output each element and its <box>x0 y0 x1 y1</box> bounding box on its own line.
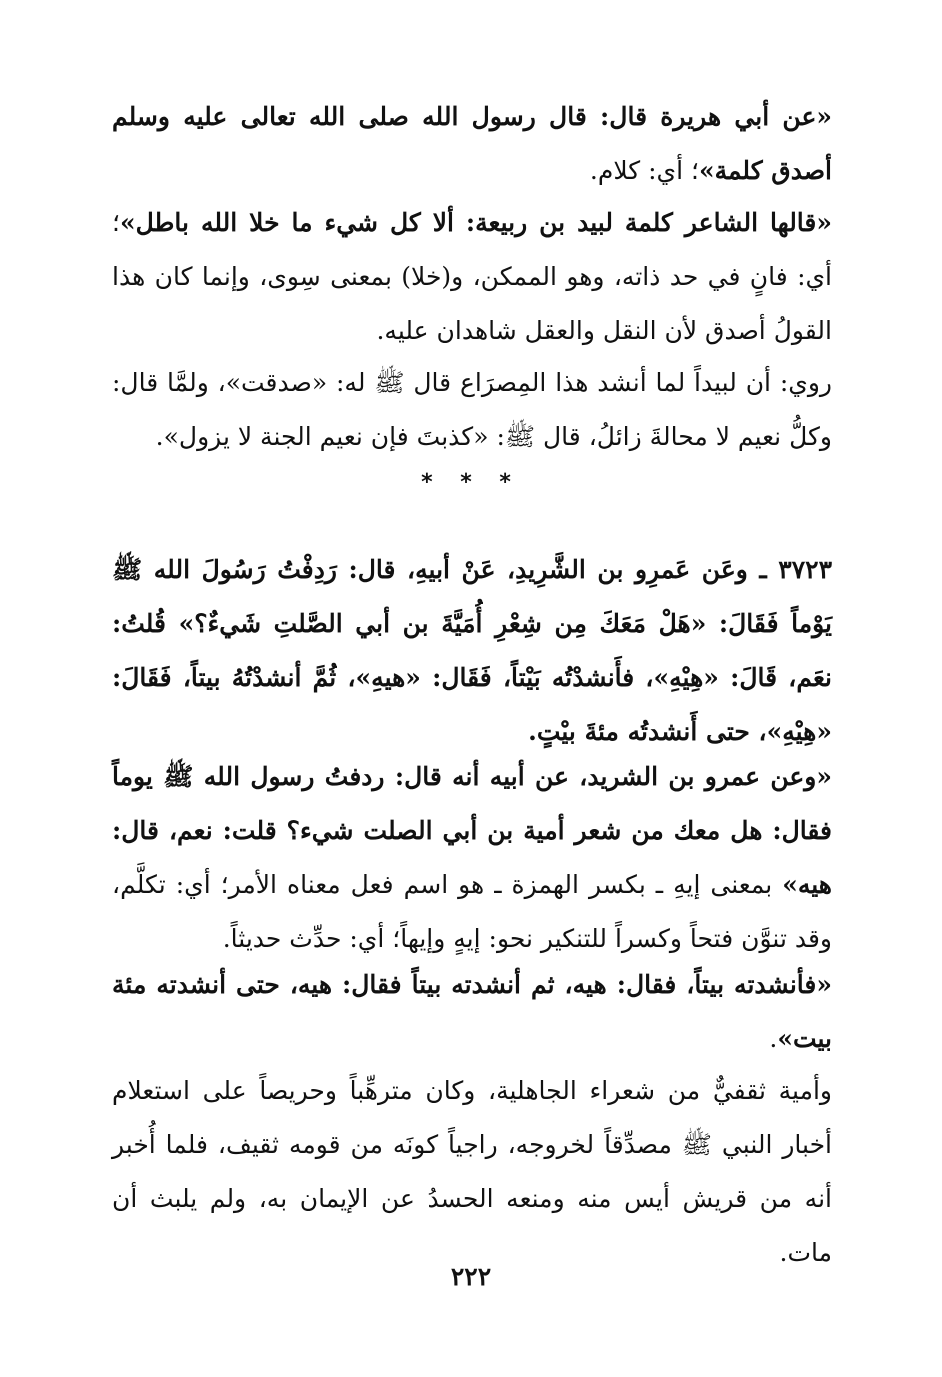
paragraph-amr-commentary <box>112 750 832 966</box>
paragraph-quote: «وعن عمرو بن الشريد، عن أبيه أنه قال: ردفتُ رسول الله ﷺ يوماً فقال: هل معك من شعر أمية بن أبي الصلت شيء؟ قلت: نعم، قال: هيه» <box>112 762 832 899</box>
paragraph-commentary: روي: أن لبيداً لما أنشد هذا المِصرَاع قال ﷺ له: «صدقت»، ولمَّا قال: وكلُّ نعيم لا محالةَ زائلُ، قال ﷺ: «كذبتَ فإن نعيم الجنة لا يزول». <box>112 368 832 451</box>
paragraph-recitation <box>112 958 832 1066</box>
paragraph-commentary: ؛ أي: فانٍ في حد ذاته، وهو الممكن، و(خلا) بمعنى سِوى، وإنما كان هذا القولُ أصدق لأن النقل والعقل شاهدان عليه. <box>112 208 832 345</box>
section-separator: * * * <box>421 470 521 495</box>
paragraph-quote: ٣٧٢٣ ـ وعَن عَمرِو بن الشَّرِيدِ، عَنْ أبيهِ، قال: رَدِفْتُ رَسُولَ الله ﷺ يَوْماً فَقَالَ: «هَلْ مَعَكَ مِن شِعْرِ أُمَيَّةَ بن أبي الصَّلتِ شَيءٌ؟» قُلتُ: نعَم، قَالَ: «هِيْهِ»، فأَنشدْتُه بَيْتاً، فَقَال: «هيهِ»، ثُمَّ أنشدْتُهُ بيتاً، فَقَالَ: «هِيْهِ»، حتى أَنشدتُه مئةَ بيْتٍ. <box>112 555 832 746</box>
paragraph-quote: «عن أبي هريرة قال: قال رسول الله صلى الله تعالى عليه وسلم أصدق كلمة» <box>112 102 832 185</box>
paragraph-hadith-3723 <box>112 543 832 759</box>
paragraph-commentary: بمعنى إيهِ ـ بكسر الهمزة ـ هو اسم فعل معناه الأمر؛ أي: تكلَّم، وقد تنوَّن فتحاً وكسراً للتنكير نحو: إيهٍ وإيهاً؛ أي: حدِّث حديثاً. <box>112 870 832 953</box>
paragraph-commentary: ؛ أي: كلام. <box>589 156 699 185</box>
paragraph-quote: «فأنشدته بيتاً، فقال: هيه، ثم أنشدته بيتاً فقال: هيه، حتى أنشدته مئة بيت» <box>112 970 832 1053</box>
paragraph-hadith-abu-hurayra <box>112 90 832 198</box>
paragraph-commentary: . <box>769 1024 778 1053</box>
paragraph-commentary: وأمية ثقفيٌّ من شعراء الجاهلية، وكان مترهِّباً وحريصاً على استعلام أخبار النبي ﷺ مصدِّقاً لخروجه، راجياً كونَه من قومه ثقيف، فلما أُخبر أنه من قريش أيس منه ومنعه الحسدُ عن الإيمان به، ولم يلبث أن مات. <box>112 1076 832 1267</box>
paragraph-narration <box>112 356 832 464</box>
page-number: ٢٢٢ <box>450 1262 492 1291</box>
paragraph-labid-verse <box>112 196 832 358</box>
paragraph-quote: «قالها الشاعر كلمة لبيد بن ربيعة: ألا كل شيء ما خلا الله باطل» <box>119 208 832 237</box>
paragraph-umayya-bio <box>112 1064 832 1280</box>
